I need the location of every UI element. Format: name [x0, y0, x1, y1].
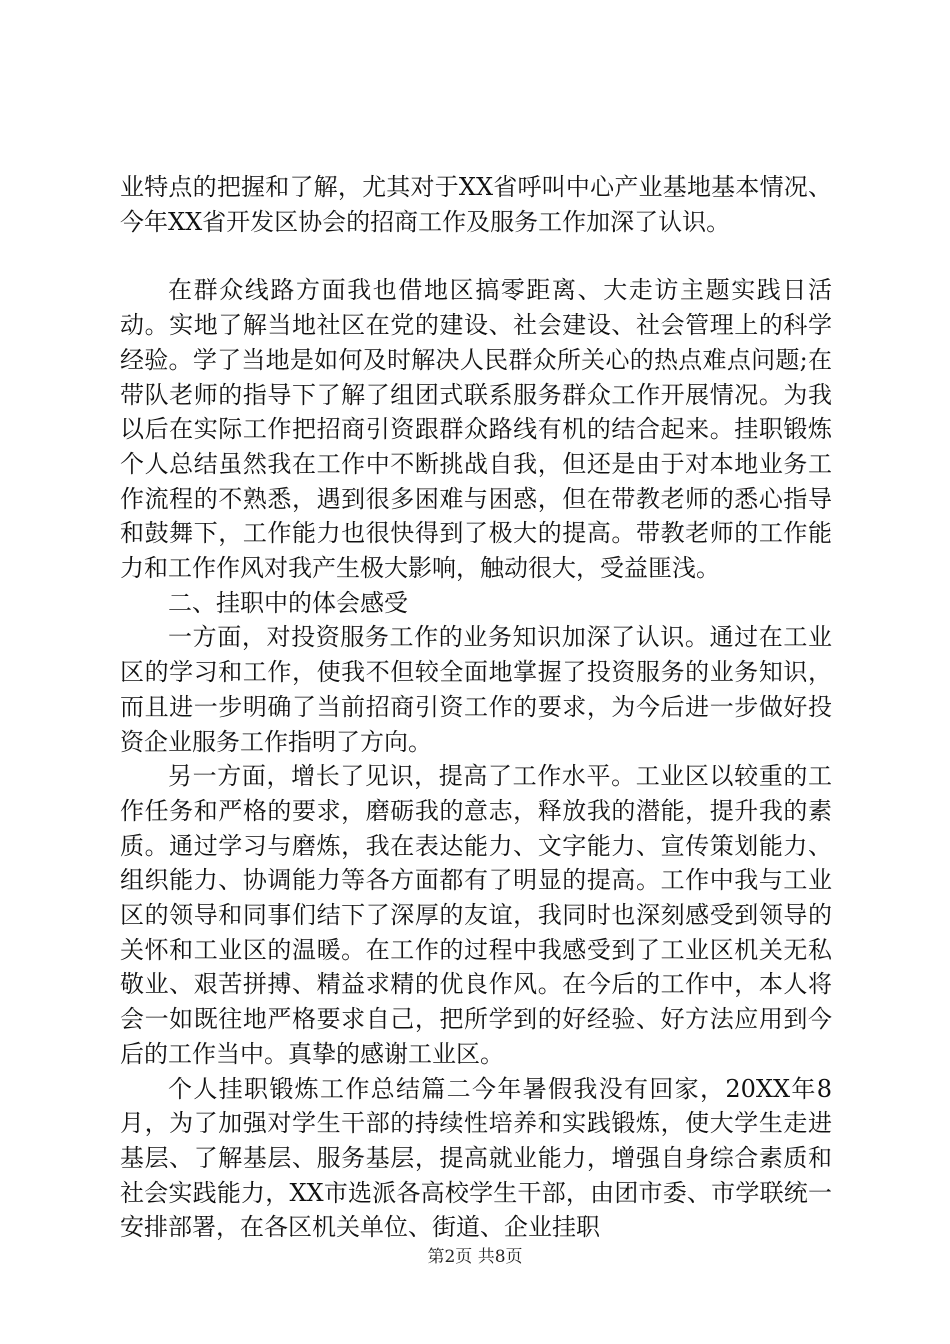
paragraph-part-two: 个人挂职锻炼工作总结篇二今年暑假我没有回家，20XX年8月，为了加强对学生干部的持续性培养和实践锻炼，使大学生走进基层、了解基层、服务基层，提高就业能力，增强自身综合素质和社会实践能力，XX市选派各高校学生干部，由团市委、市学联统一安排部署，在各区机关单位、街道、企业挂职	[120, 1074, 832, 1242]
document-body	[120, 170, 832, 1245]
paragraph-business-knowledge: 一方面，对投资服务工作的业务知识加深了认识。通过在工业区的学习和工作，使我不但较全面地掌握了投资服务的业务知识，而且进一步明确了当前招商引资工作的要求，为今后进一步做好投资企业服务工作指明了方向。	[120, 623, 832, 756]
page-number-footer: 第2页 共8页	[427, 1247, 523, 1267]
paragraph-mass-line: 在群众线路方面我也借地区搞零距离、大走访主题实践日活动。实地了解当地社区在党的建设、社会建设、社会管理上的科学经验。学了当地是如何及时解决人民群众所关心的热点难点问题;在带队老师的指导下了解了组团式联系服务群众工作开展情况。为我以后在实际工作把招商引资跟群众路线有机的结合起来。挂职锻炼个人总结虽然我在工作中不断挑战自我，但还是由于对本地业务工作流程的不熟悉，遇到很多困难与困惑，但在带教老师的悉心指导和鼓舞下，工作能力也很快得到了极大的提高。带教老师的工作能力和工作作风对我产生极大影响，触动很大，受益匪浅。	[120, 276, 832, 583]
section-heading-experience: 二、挂职中的体会感受	[168, 588, 408, 617]
paragraph-continued-intro: 业特点的把握和了解，尤其对于XX省呼叫中心产业基地基本情况、今年XX省开发区协会的招商工作及服务工作加深了认识。	[120, 173, 832, 236]
paragraph-work-level: 另一方面，增长了见识，提高了工作水平。工业区以较重的工作任务和严格的要求，磨砺我的意志，释放我的潜能，提升我的素质。通过学习与磨炼，我在表达能力、文字能力、宣传策划能力、组织能力、协调能力等各方面都有了明显的提高。工作中我与工业区的领导和同事们结下了深厚的友谊，我同时也深刻感受到领导的关怀和工业区的温暖。在工作的过程中我感受到了工业区机关无私敬业、艰苦拼搏、精益求精的优良作风。在今后的工作中，本人将会一如既往地严格要求自己，把所学到的好经验、好方法应用到今后的工作当中。真挚的感谢工业区。	[120, 762, 832, 1068]
